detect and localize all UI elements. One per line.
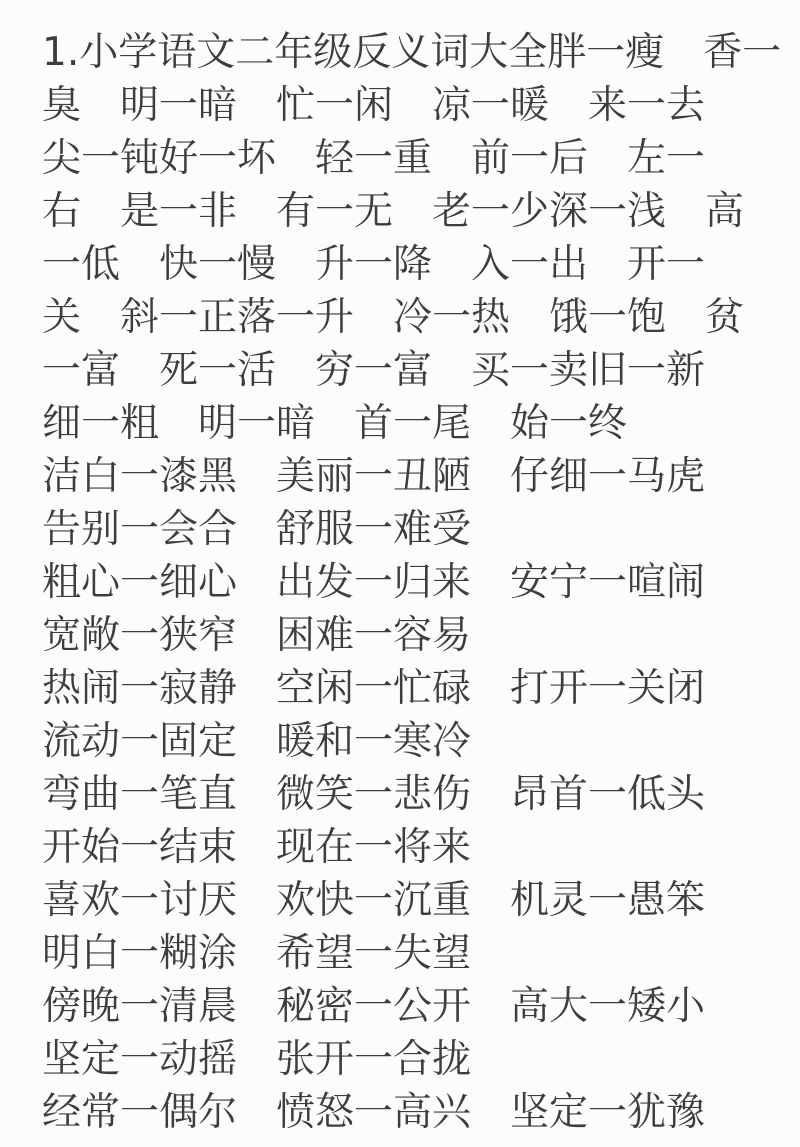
text-line: 右 是一非 有一无 老一少深一浅 高 [42,189,745,234]
text-line: 弯曲一笔直 微笑一悲伤 昂首一低头 [42,772,706,817]
text-line: 粗心一细心 出发一归来 安宁一喧闹 [42,560,706,605]
text-line: 洁白一漆黑 美丽一丑陋 仔细一马虎 [42,454,706,499]
text-line: 经常一偶尔 愤怒一高兴 坚定一犹豫 [42,1090,706,1135]
text-line: 告别一会合 舒服一难受 [42,507,472,552]
text-line: 一低 快一慢 升一降 入一出 开一 [42,242,706,287]
text-line: 喜欢一讨厌 欢快一沉重 机灵一愚笨 [42,878,706,923]
text-line: 宽敞一狭窄 困难一容易 [42,613,472,658]
text-line: 尖一钝好一坏 轻一重 前一后 左一 [42,136,706,181]
text-line: 傍晚一清晨 秘密一公开 高大一矮小 [42,984,706,1029]
text-line: 一富 死一活 穷一富 买一卖旧一新 [42,348,706,393]
text-line: 关 斜一正落一升 冷一热 饿一饱 贫 [42,295,745,340]
title-line: 1.小学语文二年级反义词大全胖一瘦 香一 [42,30,782,75]
text-line: 明白一糊涂 希望一失望 [42,931,472,976]
text-line: 热闹一寂静 空闲一忙碌 打开一关闭 [42,666,706,711]
text-line: 细一粗 明一暗 首一尾 始一终 [42,401,628,446]
text-line: 开始一结束 现在一将来 [42,825,472,870]
text-line: 流动一固定 暖和一寒冷 [42,719,472,764]
text-line: 臭 明一暗 忙一闲 凉一暖 来一去 [42,83,706,128]
text-line: 坚定一动摇 张开一合拢 [42,1037,472,1082]
